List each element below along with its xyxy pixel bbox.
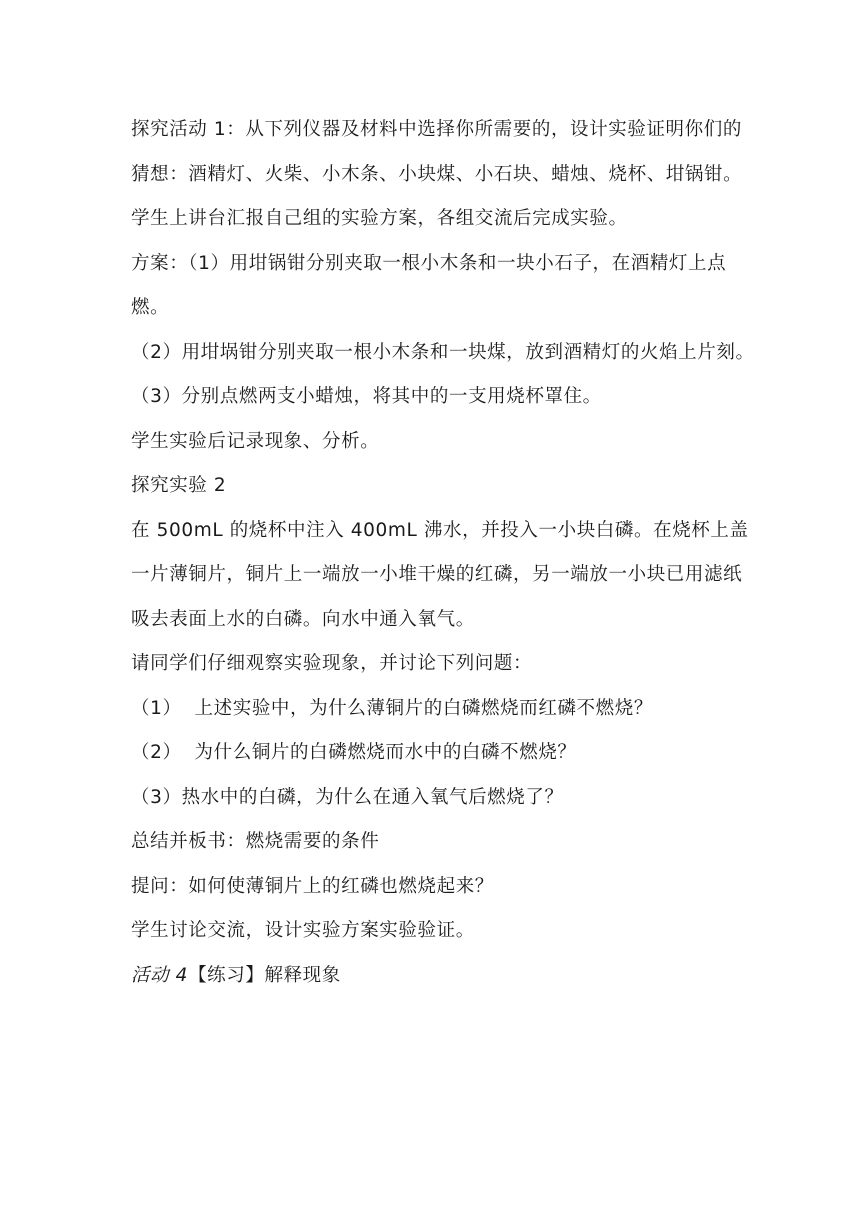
paragraph-summary: 总结并板书：燃烧需要的条件	[131, 831, 380, 852]
paragraph-report: 学生上讲台汇报自己组的实验方案，各组交流后完成实验。	[131, 208, 628, 229]
paragraph-activity-1: 探究活动 1：从下列仪器及材料中选择你所需要的，设计实验证明你们的猜想：酒精灯、火柴、小木条、小块煤、小石块、蜡烛、烧杯、坩锅钳。	[131, 119, 743, 185]
paragraph-experiment-2-body: 在 500mL 的烧杯中注入 400mL 沸水，并投入一小块白磷。在烧杯上盖一片薄铜片，铜片上一端放一小堆干燥的红磷，另一端放一小块已用滤纸吸去表面上水的白磷。向水中通入氧气。	[131, 519, 749, 630]
paragraph-question-red-phosphorus: 提问：如何使薄铜片上的红磷也燃烧起来？	[131, 875, 494, 897]
paragraph-record: 学生实验后记录现象、分析。	[131, 430, 380, 452]
document-body	[131, 108, 761, 998]
paragraph-discussion: 学生讨论交流，设计实验方案实验验证。	[131, 920, 475, 941]
paragraph-question-1: （1） 上述实验中，为什么薄铜片的白磷燃烧而红磷不燃烧？	[131, 697, 653, 719]
paragraph-question-3: （3）热水中的白磷，为什么在通入氧气后燃烧了？	[131, 786, 564, 808]
paragraph-observe: 请同学们仔细观察实验现象，并讨论下列问题：	[131, 653, 533, 674]
activity-4-title: 【练习】解释现象	[188, 964, 341, 986]
activity-4-label: 活动 4	[131, 964, 189, 986]
activity-4-heading	[131, 954, 761, 999]
paragraph-plan-2: （2）用坩埚钳分别夹取一根小木条和一块煤，放到酒精灯的火焰上片刻。	[131, 341, 755, 363]
paragraph-experiment-2-title: 探究实验 2	[131, 475, 227, 496]
paragraph-plan-1: 方案：（1）用坩锅钳分别夹取一根小木条和一块小石子，在酒精灯上点燃。	[131, 252, 727, 318]
paragraph-plan-3: （3）分别点燃两支小蜡烛，将其中的一支用烧杯罩住。	[131, 386, 602, 407]
paragraph-question-2: （2） 为什么铜片的白磷燃烧而水中的白磷不燃烧？	[131, 742, 577, 763]
